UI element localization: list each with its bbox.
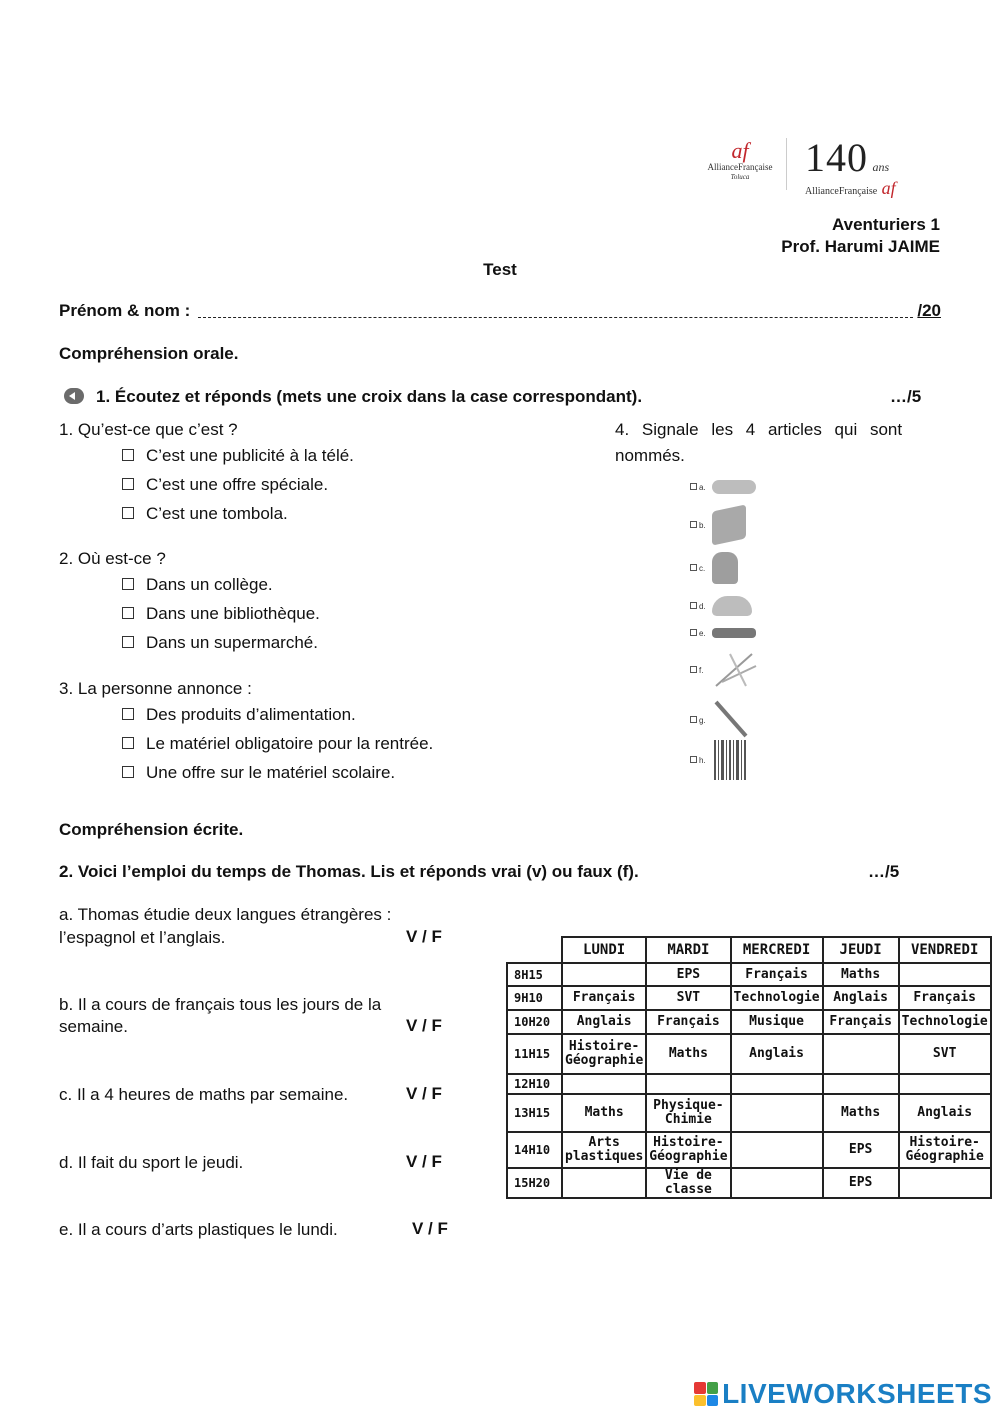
q2-option[interactable] xyxy=(122,574,273,596)
table-cell xyxy=(731,1132,823,1168)
day-header: LUNDI xyxy=(562,937,646,963)
option-label: C’est une offre spéciale. xyxy=(146,475,329,494)
q4-question-line2: nommés. xyxy=(615,446,685,465)
table-cell: Français xyxy=(646,1010,730,1034)
timetable xyxy=(506,936,992,1199)
statement-d: d. Il fait du sport le jeudi. xyxy=(59,1153,244,1172)
item-pencils[interactable] xyxy=(690,652,758,688)
section1-points: …/5 xyxy=(890,387,922,406)
liveworksheets-brand: LIVEWORKSHEETS xyxy=(722,1378,992,1409)
table-cell: Français xyxy=(562,986,646,1010)
q4-question xyxy=(615,419,941,467)
item-barcode[interactable] xyxy=(690,740,748,780)
item-pen[interactable] xyxy=(690,700,752,740)
table-cell xyxy=(899,1074,991,1094)
table-cell xyxy=(823,1074,899,1094)
table-cell: Maths xyxy=(823,963,899,986)
table-cell: Français xyxy=(731,963,823,986)
item-label: f. xyxy=(690,666,712,675)
table-cell: Anglais xyxy=(899,1094,991,1132)
option-label: Des produits d’alimentation. xyxy=(146,705,356,724)
section2-title: Compréhension écrite. xyxy=(59,820,244,839)
checkbox[interactable] xyxy=(690,564,697,571)
item-label: b. xyxy=(690,521,712,530)
checkbox[interactable] xyxy=(122,737,134,749)
q2-option[interactable] xyxy=(122,603,320,625)
checkbox[interactable] xyxy=(690,602,697,609)
pencil-case-icon xyxy=(712,628,756,638)
teacher-name: Prof. Harumi JAIME xyxy=(781,237,940,256)
table-cell: Technologie xyxy=(899,1010,991,1034)
table-cell: Musique xyxy=(731,1010,823,1034)
statement-b-line1: b. Il a cours de français tous les jours de la xyxy=(59,995,382,1014)
q4-question-text: 4. Signale les 4 articles qui sont xyxy=(615,420,903,439)
table-cell: Vie de classe xyxy=(646,1168,730,1198)
table-cell: Français xyxy=(899,986,991,1010)
checkbox[interactable] xyxy=(122,607,134,619)
table-cell xyxy=(823,1034,899,1074)
table-cell: EPS xyxy=(646,963,730,986)
option-label: Dans un supermarché. xyxy=(146,633,318,652)
option-label: Le matériel obligatoire pour la rentrée. xyxy=(146,734,434,753)
table-cell xyxy=(731,1094,823,1132)
table-cell: Technologie xyxy=(731,986,823,1010)
item-croissant[interactable] xyxy=(690,596,752,616)
q4-question-line1 xyxy=(615,419,941,441)
section1-instruction xyxy=(64,386,642,408)
table-cell: Histoire-Géographie xyxy=(646,1132,730,1168)
answer-vf-a[interactable]: V / F xyxy=(406,927,442,946)
table-cell: SVT xyxy=(899,1034,991,1074)
table-cell: Anglais xyxy=(731,1034,823,1074)
course-name: Aventuriers 1 xyxy=(831,215,940,234)
liveworksheets-badge-icon xyxy=(694,1382,718,1406)
table-cell: Maths xyxy=(823,1094,899,1132)
table-row xyxy=(507,1010,991,1034)
barcode-icon xyxy=(712,740,748,780)
time-cell: 11H15 xyxy=(507,1034,562,1074)
item-label: c. xyxy=(690,564,712,573)
badge-square xyxy=(707,1382,719,1394)
item-notebook[interactable] xyxy=(690,508,746,542)
backpack-icon xyxy=(712,552,738,584)
option-label: C’est une tombola. xyxy=(146,504,288,523)
table-cell: EPS xyxy=(823,1168,899,1198)
statement-e: e. Il a cours d’arts plastiques le lundi. xyxy=(59,1220,338,1239)
item-pencil-case[interactable] xyxy=(690,628,756,638)
answer-vf-c[interactable]: V / F xyxy=(406,1084,442,1103)
name-line xyxy=(59,301,941,321)
anniversary-number: 140 xyxy=(805,135,868,180)
q3-question: 3. La personne annonce : xyxy=(59,679,252,698)
table-cell: Histoire-Géographie xyxy=(899,1132,991,1168)
table-row xyxy=(507,986,991,1010)
logo-divider xyxy=(786,138,787,190)
section2-instruction: 2. Voici l’emploi du temps de Thomas. Lis et réponds vrai (v) ou faux (f). xyxy=(59,862,639,881)
af-mark: af xyxy=(731,138,749,163)
table-row xyxy=(507,1168,991,1198)
croissant-icon xyxy=(712,596,752,616)
q2-question: 2. Où est-ce ? xyxy=(59,549,166,568)
pencils-icon xyxy=(712,652,758,688)
table-cell xyxy=(562,1168,646,1198)
q1-option[interactable] xyxy=(122,474,328,496)
item-label: g. xyxy=(690,716,712,725)
table-cell: Arts plastiques xyxy=(562,1132,646,1168)
pen-icon xyxy=(712,700,752,740)
option-label: Dans une bibliothèque. xyxy=(146,604,320,623)
table-cell xyxy=(899,963,991,986)
option-label: C’est une publicité à la télé. xyxy=(146,446,354,465)
notebook-icon xyxy=(712,504,746,545)
section1-instruction-text: 1. Écoutez et réponds (mets une croix dans la case correspondant). xyxy=(96,387,643,406)
q3-option[interactable] xyxy=(122,704,356,726)
time-cell: 13H15 xyxy=(507,1094,562,1132)
speaker-icon[interactable] xyxy=(64,388,84,404)
q3-option[interactable] xyxy=(122,762,395,784)
checkbox[interactable] xyxy=(690,756,697,763)
table-cell: Histoire-Géographie xyxy=(562,1034,646,1074)
checkbox[interactable] xyxy=(122,766,134,778)
course-header xyxy=(781,214,940,258)
item-label: d. xyxy=(690,602,712,611)
table-cell: Français xyxy=(823,1010,899,1034)
option-label: Dans un collège. xyxy=(146,575,273,594)
checkbox[interactable] xyxy=(690,483,697,490)
day-header: JEUDI xyxy=(823,937,899,963)
table-cell xyxy=(731,1168,823,1198)
page-title: Test xyxy=(483,260,517,279)
time-cell: 10H20 xyxy=(507,1010,562,1034)
table-row xyxy=(507,1132,991,1168)
table-cell: SVT xyxy=(646,986,730,1010)
q1-question: 1. Qu’est-ce que c’est ? xyxy=(59,420,238,439)
time-cell: 8H15 xyxy=(507,963,562,986)
table-row xyxy=(507,963,991,986)
time-cell: 9H10 xyxy=(507,986,562,1010)
statement-c: c. Il a 4 heures de maths par semaine. xyxy=(59,1085,349,1104)
anniversary-mark: af xyxy=(881,178,896,198)
checkbox[interactable] xyxy=(690,521,697,528)
checkbox[interactable] xyxy=(122,478,134,490)
section1-title: Compréhension orale. xyxy=(59,344,239,363)
option-label: Une offre sur le matériel scolaire. xyxy=(146,763,396,782)
badge-square xyxy=(707,1395,719,1407)
day-header: MERCREDI xyxy=(731,937,823,963)
anniversary-name: AllianceFrançaise xyxy=(805,186,878,197)
anniversary-logo xyxy=(805,135,945,199)
af-name: AllianceFrançaise xyxy=(707,162,773,172)
checkbox[interactable] xyxy=(690,666,697,673)
checkbox[interactable] xyxy=(122,578,134,590)
timetable-corner xyxy=(507,937,562,963)
q1-option[interactable] xyxy=(122,503,288,525)
alliance-francaise-logo xyxy=(700,140,780,181)
total-score: /20 xyxy=(917,301,941,320)
checkbox[interactable] xyxy=(122,636,134,648)
checkbox[interactable] xyxy=(122,708,134,720)
item-backpack[interactable] xyxy=(690,552,738,584)
answer-vf-e[interactable]: V / F xyxy=(412,1219,448,1238)
item-label: a. xyxy=(690,483,712,492)
table-cell xyxy=(899,1168,991,1198)
table-cell: Anglais xyxy=(562,1010,646,1034)
answer-vf-d[interactable]: V / F xyxy=(406,1152,442,1171)
badge-square xyxy=(694,1395,706,1407)
liveworksheets-logo xyxy=(694,1378,992,1410)
checkbox[interactable] xyxy=(690,629,697,636)
item-bread[interactable] xyxy=(690,480,756,494)
af-city: Toluca xyxy=(730,173,750,181)
table-cell: Maths xyxy=(646,1034,730,1074)
checkbox[interactable] xyxy=(122,449,134,461)
time-cell: 12H10 xyxy=(507,1074,562,1094)
badge-square xyxy=(694,1382,706,1394)
item-label: e. xyxy=(690,629,712,638)
name-label: Prénom & nom : xyxy=(59,301,191,320)
statement-a-line2: l’espagnol et l’anglais. xyxy=(59,928,226,947)
table-row xyxy=(507,1074,991,1094)
table-cell: Physique-Chimie xyxy=(646,1094,730,1132)
timetable-header-row xyxy=(507,937,991,963)
statement-b-line2: semaine. xyxy=(59,1017,128,1036)
statement-a-line1: a. Thomas étudie deux langues étrangères : xyxy=(59,905,392,924)
section2-points: …/5 xyxy=(868,862,900,881)
name-field[interactable] xyxy=(198,307,913,318)
table-cell: Anglais xyxy=(823,986,899,1010)
table-cell xyxy=(731,1074,823,1094)
table-cell xyxy=(646,1074,730,1094)
bread-icon xyxy=(712,480,756,494)
answer-vf-b[interactable]: V / F xyxy=(406,1016,442,1035)
anniversary-ans: ans xyxy=(872,160,890,174)
table-cell xyxy=(562,963,646,986)
time-cell: 15H20 xyxy=(507,1168,562,1198)
q3-option[interactable] xyxy=(122,733,433,755)
table-row xyxy=(507,1094,991,1132)
table-row xyxy=(507,1034,991,1074)
checkbox[interactable] xyxy=(122,507,134,519)
table-cell xyxy=(562,1074,646,1094)
q1-option[interactable] xyxy=(122,445,354,467)
checkbox[interactable] xyxy=(690,716,697,723)
day-header: MARDI xyxy=(646,937,730,963)
time-cell: 14H10 xyxy=(507,1132,562,1168)
item-label: h. xyxy=(690,756,712,765)
table-cell: EPS xyxy=(823,1132,899,1168)
table-cell: Maths xyxy=(562,1094,646,1132)
q2-option[interactable] xyxy=(122,632,318,654)
day-header: VENDREDI xyxy=(899,937,991,963)
